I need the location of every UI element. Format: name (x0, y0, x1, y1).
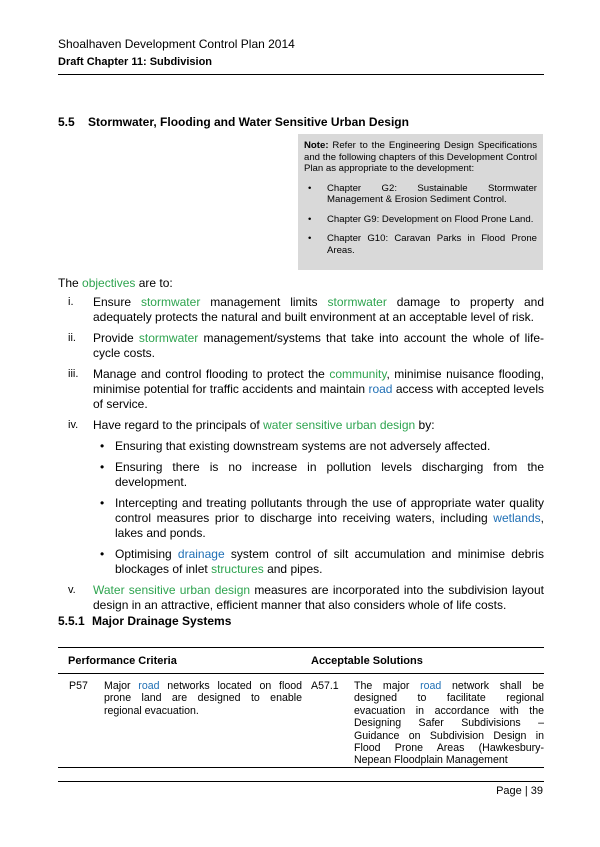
text-segment: management/systems that take into account the whole of life-cycle costs. (93, 331, 544, 360)
note-body: Refer to the Engineering Design Specifications and the following chapters of this Development Control Plan as appropriate to the development: (304, 140, 537, 174)
road-link[interactable]: road (138, 680, 160, 692)
objective-text (93, 418, 435, 432)
text-segment: , lakes and ponds. (115, 511, 544, 540)
page-number: Page | 39 (496, 785, 543, 797)
text-segment: Intercepting and treating pollutants through the use of appropriate water quality control measures prior to discharge into receiving waters, including (115, 496, 544, 525)
glossary-link[interactable]: stormwater (140, 295, 201, 309)
note-item: • Chapter G10: Caravan Parks in Flood Prone Areas. (304, 233, 537, 256)
glossary-link[interactable]: stormwater (327, 295, 387, 309)
header-divider (58, 74, 544, 75)
table-bottom-rule (58, 767, 544, 768)
glossary-link[interactable]: Water sensitive urban design (93, 583, 251, 597)
note-list (304, 183, 537, 257)
glossary-link[interactable]: water sensitive urban design (263, 418, 416, 432)
header-acceptable-solutions: Acceptable Solutions (311, 655, 423, 667)
note-item: • Chapter G9: Development on Flood Prone Land. (304, 214, 537, 226)
note-item: • Chapter G2: Sustainable Stormwater Management & Erosion Sediment Control. (304, 183, 537, 206)
objective-text (93, 367, 544, 411)
objectives-intro (58, 276, 173, 290)
glossary-link[interactable]: wetlands (493, 511, 541, 525)
glossary-link[interactable]: structures (211, 562, 264, 576)
objective-text (93, 295, 544, 324)
text-segment: measures are incorporated into the subdivision layout design in an attractive, efficient manner that also considers whole of life costs. (93, 583, 544, 612)
pc-text-pre: Major (104, 680, 139, 692)
text-segment: by: (415, 418, 435, 432)
objectives-link[interactable]: objectives (82, 276, 136, 290)
text-segment: management limits (200, 295, 328, 309)
objectives-list (58, 295, 544, 619)
text-segment: access with accepted levels of service. (93, 382, 545, 411)
section-number: 5.5 (58, 115, 75, 129)
objectives-intro-pre: The (58, 276, 83, 290)
note-text (304, 140, 537, 175)
glossary-link[interactable]: road (368, 382, 393, 396)
text-segment: Optimising (115, 547, 178, 561)
document-title: Shoalhaven Development Control Plan 2014 (58, 37, 295, 51)
objective-item (58, 418, 544, 577)
text-segment: Ensuring there is no increase in pollution levels discharging from the development. (115, 460, 544, 489)
note-box (298, 134, 543, 270)
objective-numeral: v. (68, 584, 76, 596)
objective-item (58, 331, 544, 361)
glossary-link[interactable]: stormwater (138, 331, 199, 345)
objective-numeral: ii. (68, 332, 76, 344)
subsection-heading (58, 614, 231, 628)
subsection-number: 5.5.1 (58, 614, 85, 628)
acceptable-solution-code: A57.1 (311, 680, 339, 692)
objective-text (93, 583, 544, 612)
objective-item (58, 583, 544, 613)
as-text-pre: The major (354, 680, 421, 692)
road-link[interactable]: road (420, 680, 442, 692)
note-label: Note: (304, 140, 329, 151)
objective-item (58, 367, 544, 412)
as-text-post: network shall be designed to facilitate regional evacuation in accordance with the Designing Safer Subdivisions – Guidance on Subdivision Design in Flood Prone Areas (Hawkesbury-Nepean Floodplain Management (354, 680, 544, 767)
objectives-intro-post: are to: (135, 276, 173, 290)
objective-text (93, 331, 544, 360)
objective-subitem (93, 439, 544, 454)
objective-numeral: i. (68, 296, 74, 308)
text-segment: Provide (93, 331, 139, 345)
objective-subitem (93, 496, 544, 541)
text-segment: Ensuring that existing downstream systems are not adversely affected. (115, 439, 491, 453)
text-segment: and pipes. (263, 562, 323, 576)
table-header (58, 647, 544, 673)
section-title: Stormwater, Flooding and Water Sensitive Urban Design (88, 115, 409, 129)
text-segment: Manage and control flooding to protect the (93, 367, 330, 381)
table-header-rule (58, 673, 544, 674)
glossary-link[interactable]: drainage (177, 547, 225, 561)
objective-numeral: iii. (68, 368, 79, 380)
text-segment: , minimise nuisance flooding, minimise potential for traffic accidents and maintain (93, 367, 545, 396)
text-segment: system control of silt accumulation and minimise debris blockages of inlet (115, 547, 544, 576)
objective-numeral: iv. (68, 419, 79, 431)
acceptable-solution-text (354, 680, 544, 767)
section-heading (58, 115, 409, 129)
glossary-link[interactable]: community (329, 367, 387, 381)
objective-subitem (93, 460, 544, 490)
pc-text-post: networks located on flood prone land are designed to enable regional evacuation. (104, 680, 302, 717)
performance-criteria-text (104, 680, 302, 717)
subsection-title: Major Drainage Systems (92, 614, 232, 628)
header-performance-criteria: Performance Criteria (68, 655, 177, 667)
chapter-title: Draft Chapter 11: Subdivision (58, 56, 213, 68)
objective-sublist (93, 439, 544, 577)
text-segment: damage to property and adequately protects the natural and built environment at an acceptable level of risk. (93, 295, 545, 324)
performance-code: P57 (69, 680, 88, 692)
text-segment: Have regard to the principals of (93, 418, 264, 432)
footer-divider (58, 781, 544, 782)
objective-item (58, 295, 544, 325)
objective-subitem (93, 547, 544, 577)
text-segment: Ensure (93, 295, 141, 309)
